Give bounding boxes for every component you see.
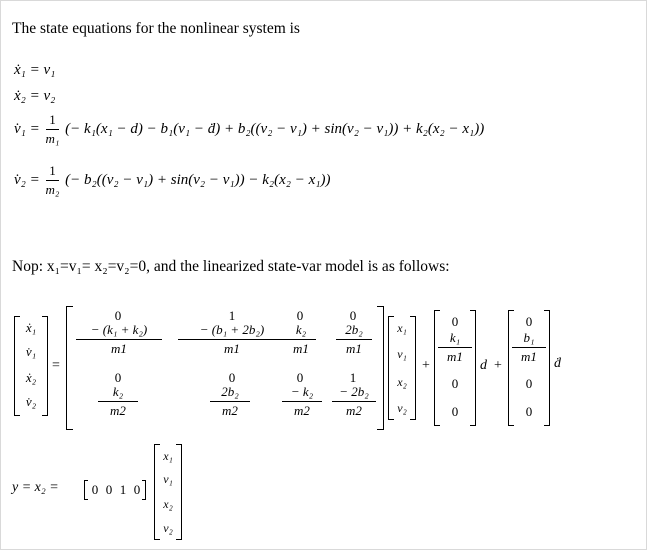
v1-fraction xyxy=(46,112,60,147)
state-x2: x₂ xyxy=(397,375,407,389)
v1-numerator: 1 xyxy=(49,112,56,127)
out-state-x1: x₁ xyxy=(163,449,173,463)
b1-r3: 0 xyxy=(451,404,459,419)
a-r0-c3: 0 xyxy=(349,308,357,323)
b1-r2: 0 xyxy=(451,376,459,391)
v2-fraction xyxy=(46,163,60,198)
a-r3-c0-num: k₂ xyxy=(112,384,124,399)
out-state-v2: v₂ xyxy=(163,521,173,535)
a-r3-c2 xyxy=(282,384,322,419)
a-r1-c1-num: − (b₁ + 2b₂) xyxy=(199,322,265,337)
state-dot-x2: ẋ₂ xyxy=(25,370,37,385)
a-r0-c0: 0 xyxy=(114,308,122,323)
a-r1-c1 xyxy=(178,322,286,357)
v1dot-lhs: v̇₁ = xyxy=(14,120,40,137)
a-r1-c2-num: k₂ xyxy=(295,322,307,337)
plus-sign-2: + xyxy=(494,358,502,373)
d-dot-label: ḋ xyxy=(554,356,561,371)
b2-r0: 0 xyxy=(525,314,533,329)
a-r3-c1-num: 2b₂ xyxy=(221,384,239,399)
a-r1-c3-den: m1 xyxy=(346,341,362,356)
c-1: 0 xyxy=(105,482,113,497)
state-x1: x₁ xyxy=(397,321,407,335)
a-r3-c3 xyxy=(332,384,376,419)
equation-v2dot xyxy=(14,163,330,198)
b2-r1-den: m1 xyxy=(521,349,537,364)
a-r3-c2-den: m2 xyxy=(294,403,310,418)
v2-numerator: 1 xyxy=(49,163,56,178)
a-r3-c3-num: − 2b₂ xyxy=(339,384,369,399)
a-r1-c1-den: m1 xyxy=(224,341,240,356)
equation-x2dot: ẋ₂ = v₂ xyxy=(14,88,56,104)
c-2: 1 xyxy=(119,482,127,497)
b1-r0: 0 xyxy=(451,314,459,329)
intro-text: The state equations for the nonlinear system is xyxy=(12,20,300,37)
out-state-x2: x₂ xyxy=(163,497,173,511)
input-vector-b1 xyxy=(434,310,476,426)
a-r3-c0 xyxy=(98,384,138,419)
a-r2-c1: 0 xyxy=(228,370,236,385)
v2dot-lhs: v̇₂ = xyxy=(14,171,40,188)
b1-r1 xyxy=(438,330,472,365)
a-r1-c0 xyxy=(76,322,162,357)
b1-r1-den: m1 xyxy=(447,349,463,364)
c-3: 0 xyxy=(133,482,141,497)
a-r2-c3: 1 xyxy=(349,370,357,385)
plus-sign-1: + xyxy=(422,358,430,373)
c-0: 0 xyxy=(91,482,99,497)
state-dot-x1: ẋ₁ xyxy=(25,320,37,335)
output-state-vector xyxy=(154,444,182,540)
equals-sign: = xyxy=(52,358,60,373)
state-dot-v2: v̇₂ xyxy=(25,394,37,409)
state-derivative-vector xyxy=(14,316,48,416)
a-r1-c3 xyxy=(336,322,372,357)
equation-x1dot: ẋ₁ = v₁ xyxy=(14,62,56,78)
a-r3-c3-den: m2 xyxy=(346,403,362,418)
output-lhs: y = x₂ = xyxy=(12,480,59,495)
b2-r3: 0 xyxy=(525,404,533,419)
nop-text: Nop: x₁=v₁= x₂=v₂=0, and the linearized state-var model is as follows: xyxy=(12,258,450,275)
a-r2-c2: 0 xyxy=(296,370,304,385)
b2-r1-num: b₁ xyxy=(523,330,535,345)
state-vector xyxy=(388,316,416,420)
v2-rhs: (− b₂((v₂ − v₁) + sin(v₂ − v₁)) − k₂(x₂ − x₁)) xyxy=(65,171,331,188)
output-matrix-c xyxy=(84,480,146,500)
a-r1-c2-den: m1 xyxy=(293,341,309,356)
a-r0-c2: 0 xyxy=(296,308,304,323)
d-label: d xyxy=(480,358,487,373)
out-state-v1: v₁ xyxy=(163,472,173,486)
v2-denominator: m₂ xyxy=(45,182,60,197)
a-r3-c0-den: m2 xyxy=(110,403,126,418)
v1-rhs: (− k₁(x₁ − d) − b₁(v₁ − ḋ) + b₂((v₂ − v₁) + sin(v₂ − v₁)) + k₂(x₂ − x₁)) xyxy=(65,120,485,137)
a-r1-c0-num: − (k₁ + k₂) xyxy=(90,322,148,337)
b1-r1-num: k₁ xyxy=(449,330,461,345)
a-r1-c0-den: m1 xyxy=(111,341,127,356)
equation-v1dot xyxy=(14,112,484,147)
a-r2-c0: 0 xyxy=(114,370,122,385)
a-r1-c3-num: 2b₂ xyxy=(345,322,363,337)
a-r1-c2 xyxy=(286,322,316,357)
state-dot-v1: v̇₁ xyxy=(25,344,37,359)
a-r3-c1-den: m2 xyxy=(222,403,238,418)
state-v2: v₂ xyxy=(397,401,407,415)
a-r3-c1 xyxy=(210,384,250,419)
input-vector-b2 xyxy=(508,310,550,426)
state-v1: v₁ xyxy=(397,347,407,361)
matrix-a xyxy=(66,306,384,430)
b2-r2: 0 xyxy=(525,376,533,391)
v1-denominator: m₁ xyxy=(45,131,60,146)
a-r0-c1: 1 xyxy=(228,308,236,323)
b2-r1 xyxy=(512,330,546,365)
a-r3-c2-num: − k₂ xyxy=(290,384,314,399)
